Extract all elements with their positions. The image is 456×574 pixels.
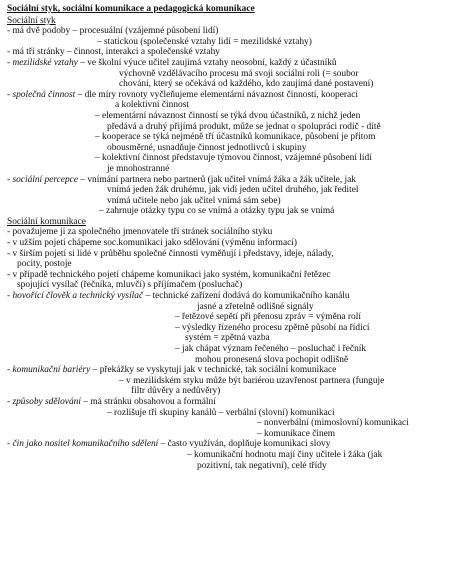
text-line: – elementární návaznost činností se týká dvou účastníků, z nichž jeden	[95, 110, 361, 121]
term-label: způsoby sdělování	[12, 396, 81, 407]
text-line: – jak chápat význam řečeného – posluchač i řečník	[175, 344, 367, 354]
text-line: - má dvě podoby – procesuální (vzájemné působení lidí)	[7, 26, 219, 37]
text-line: výchovně vzdělávacího procesu má svoji sociální roli (= soubor	[119, 68, 359, 79]
text-line: – v mezilidském styku může být bariérou uzavřenost partnera (funguje	[119, 375, 385, 386]
term-label: komunikační bariéry	[12, 365, 91, 376]
section-heading: Sociální komunikace	[7, 216, 86, 227]
text-line: – nonverbální (mimoslovní) komunikaci	[257, 418, 409, 429]
document-title: Sociální styk, sociální komunikace a pedagogická komunikace	[7, 4, 255, 14]
text-line: pozitivní, tak negativní), celé třídy	[197, 460, 327, 471]
text-line: – rozlišuje tři skupiny kanálů – verbální (slovní) komunikaci	[107, 407, 335, 418]
text-line: – kooperace se týká nejméně tří účastníků komunikace, působení je přitom	[95, 132, 376, 143]
text-line: obousměrné, usnadňuje činnost jednotlivců i skupiny	[107, 142, 307, 153]
text-line: je mnohostranné	[107, 163, 170, 174]
term-label: mezilidské vztahy	[12, 57, 78, 68]
text-line: – výsledky řízeného procesu zpětně působí na řídicí	[175, 322, 370, 333]
text-line: – zahrnuje otázky typu co se vnímá a otázky typu jak se vnímá	[99, 206, 335, 217]
term-label: společná činnost	[12, 89, 76, 100]
text-line: jasné a zřetelně odlišné signály	[197, 301, 314, 312]
term-label: hovořící člověk a technický vysílač	[12, 291, 144, 302]
text-line: - hovořící člověk a technický vysílač – technické zařízení dodává do komunikačního kanálu	[7, 291, 350, 302]
text-line: a kolektivní činnost	[115, 100, 189, 111]
text-line: - způsoby sdělování – má stránku obsahovou a formální	[7, 396, 216, 407]
text-line: - má tři stránky – činnost, interakci a společenské vztahy	[7, 47, 220, 58]
text-line: – komunikační hodnotu mají činy učitele i žáka (jak	[187, 449, 383, 460]
text-line: – kolektivní činnost představuje týmovou činnost, vzájemné působení lidí	[95, 153, 372, 164]
text-line: - v užším pojetí chápeme soc.komunikaci jako sdělování (výměnu informací)	[7, 238, 298, 249]
text-line: - mezilidské vztahy – ve školní výuce učitel zaujímá vztahy neosobní, každý z účastníků	[7, 57, 337, 68]
term-label: čin jako nositel komunikačního sdělení	[12, 439, 159, 450]
text-line: vnímá jeden žák druhému, jak vidí jeden učitel druhého, jak ředitel	[107, 185, 359, 196]
text-line: - v širším pojetí si lidé v průběhu společné činnosti vyměňují i představy, ideje, nálady,	[7, 248, 334, 259]
text-line: - v případě technického pojetí chápeme komunikaci jako systém, komunikační řetězec	[7, 269, 331, 280]
text-line: filtr důvěry a nedůvěry)	[131, 386, 221, 397]
text-line: spojující vysílač (řečníka, mluvčí) s příjímačem (posluchač)	[17, 280, 243, 291]
section-heading: Sociální styk	[7, 15, 56, 26]
text-line: – statickou (společenské vztahy lidí = mezilidské vztahy)	[97, 36, 312, 47]
text-line: systém = zpětná vazba	[185, 333, 270, 344]
text-line: - společná činnost – dle míry rovnoty vyčleňujeme elementární návaznost činností, kooperaci	[7, 89, 358, 100]
text-line: – řetězové sepětí při přenosu zpráv = výměna rolí	[175, 312, 361, 323]
text-line: vnímá učitele nebo jak učitel vnímá sám sebe)	[107, 195, 281, 206]
text-line: – komunikace činem	[257, 428, 336, 439]
text-line: předává a druhý přijímá produkt, může se jednat o spolupráci rodič - dítě	[107, 121, 381, 132]
text-line: chování, který se očekává od každého, kdo zaujímá dané postavení)	[119, 79, 374, 90]
term-label: sociální percepce	[12, 174, 78, 185]
text-line: - komunikační bariéry – překážky se vyskytují jak v technické, tak sociální komunikace	[7, 365, 337, 376]
text-line: - sociální percepce – vnímání partnera nebo partnerů (jak učitel vnímá žáka a žák učitele, jak	[7, 174, 356, 185]
text-line: pocity, postoje	[17, 259, 72, 270]
text-line: - čin jako nositel komunikačního sdělení – často využíván, doplňuje komunikaci slovy	[7, 439, 331, 450]
text-line: - považujeme ji za společného jmenovatele tří stránek sociálního styku	[7, 227, 273, 238]
document-body	[7, 16, 450, 472]
text-line: mohou pronesená slova pochopit odlišně	[195, 354, 349, 365]
